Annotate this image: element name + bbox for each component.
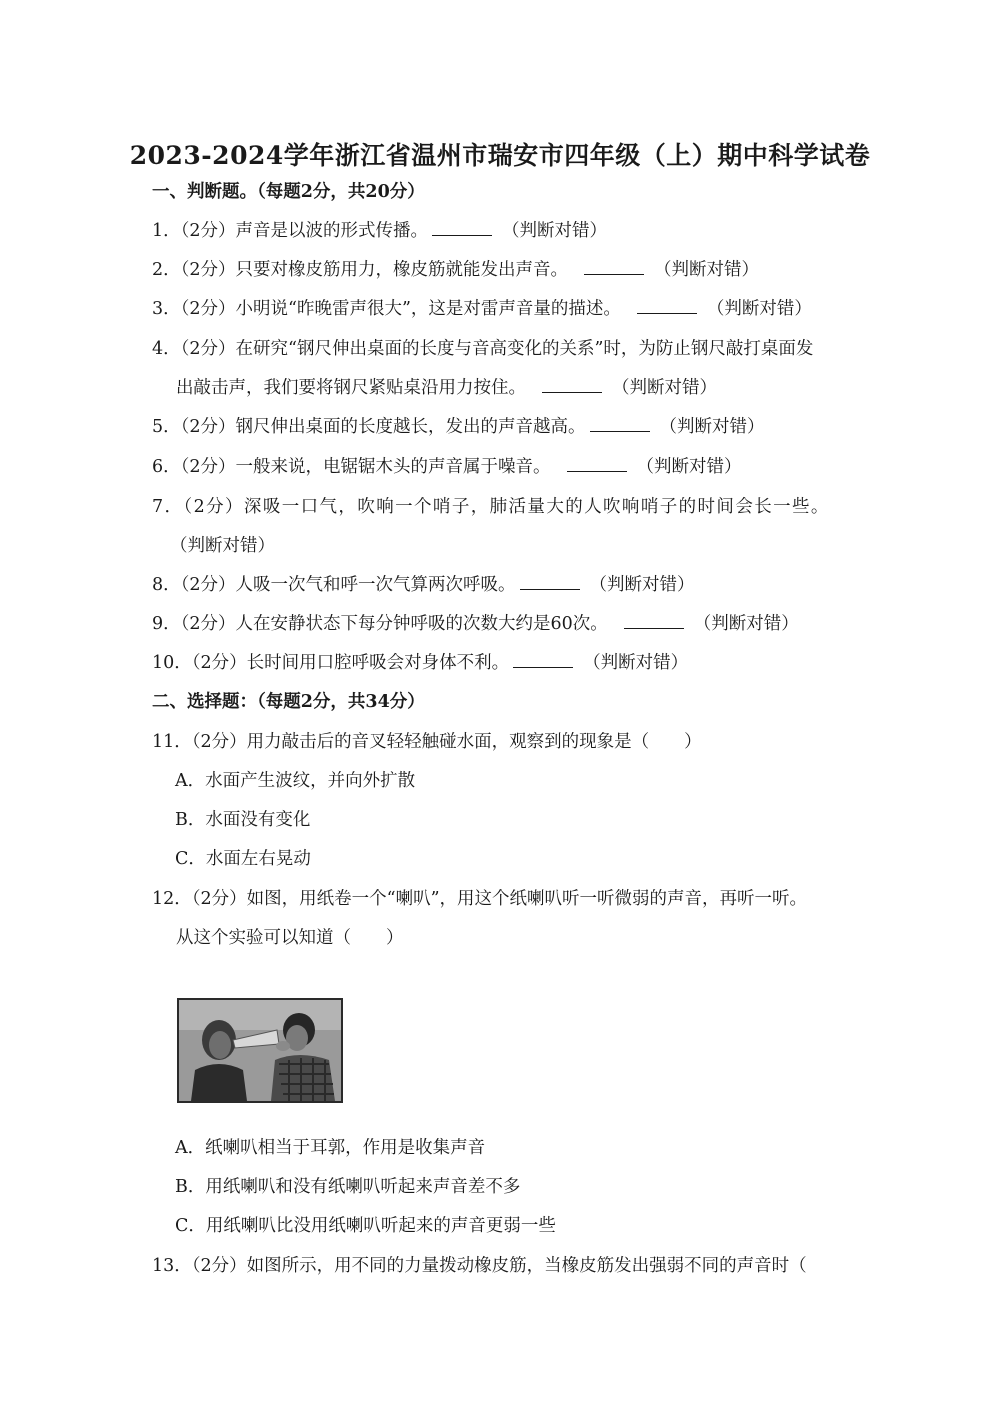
answer-blank[interactable]	[624, 612, 684, 629]
question-11-option-b[interactable]: B．水面没有变化	[175, 810, 311, 830]
question-4-text: 出敲击声，我们要将钢尺紧贴桌沿用力按住。	[176, 378, 526, 398]
answer-blank[interactable]	[590, 415, 650, 432]
answer-blank[interactable]	[567, 455, 627, 472]
question-7-line-1: 7．（2分）深吸一口气，吹响一个哨子，肺活量大的人吹响哨子的时间会长一些。	[152, 497, 830, 517]
question-12-line-2: 从这个实验可以知道（ ）	[176, 928, 404, 948]
answer-blank[interactable]	[520, 573, 580, 590]
question-1-text: 1．（2分）声音是以波的形式传播。	[152, 221, 429, 241]
question-9	[152, 612, 799, 636]
judge-label: （判断对错）	[583, 653, 689, 673]
question-11: 11．（2分）用力敲击后的音叉轻轻触碰水面，观察到的现象是（ ）	[152, 732, 702, 752]
question-2	[152, 258, 759, 282]
judge-label: （判断对错）	[654, 260, 760, 280]
question-1	[152, 219, 607, 243]
answer-blank[interactable]	[542, 376, 602, 393]
judge-label: （判断对错）	[693, 614, 799, 634]
judge-label: （判断对错）	[502, 221, 608, 241]
question-12-line-1: 12．（2分）如图，用纸卷一个“喇叭”，用这个纸喇叭听一听微弱的声音，再听一听。	[152, 889, 808, 909]
question-4-line-1: 4．（2分）在研究“钢尺伸出桌面的长度与音高变化的关系”时，为防止钢尺敲打桌面发	[152, 339, 814, 359]
question-7-line-2: （判断对错）	[170, 536, 275, 556]
question-8	[152, 573, 695, 597]
answer-blank[interactable]	[513, 651, 573, 668]
question-11-option-c[interactable]: C．水面左右晃动	[175, 849, 311, 869]
question-9-text: 9．（2分）人在安静状态下每分钟呼吸的次数大约是60次。	[152, 614, 608, 634]
question-5	[152, 415, 765, 439]
question-12-option-a[interactable]: A．纸喇叭相当于耳郭，作用是收集声音	[175, 1138, 486, 1158]
question-12-option-c[interactable]: C．用纸喇叭比没用纸喇叭听起来的声音更弱一些	[175, 1216, 556, 1236]
question-6	[152, 455, 742, 479]
question-3-text: 3．（2分）小明说“昨晚雷声很大”，这是对雷声音量的描述。	[152, 299, 621, 319]
answer-blank[interactable]	[432, 219, 492, 236]
question-10	[152, 651, 688, 675]
judge-label: （判断对错）	[706, 299, 812, 319]
question-11-option-a[interactable]: A．水面产生波纹，并向外扩散	[175, 771, 416, 791]
question-4-line-2	[176, 376, 717, 400]
judge-label: （判断对错）	[659, 417, 765, 437]
section-1-heading: 一、判断题。（每题2分，共20分）	[152, 182, 425, 202]
question-6-text: 6．（2分）一般来说，电锯锯木头的声音属于噪音。	[152, 457, 551, 477]
paper-horn-photo	[177, 998, 343, 1103]
judge-label: （判断对错）	[612, 378, 717, 398]
section-2-heading: 二、选择题：（每题2分，共34分）	[152, 692, 425, 712]
answer-blank[interactable]	[584, 258, 644, 275]
question-3	[152, 297, 812, 321]
question-13: 13．（2分）如图所示，用不同的力量拨动橡皮筋，当橡皮筋发出强弱不同的声音时（	[152, 1256, 807, 1276]
question-8-text: 8．（2分）人吸一次气和呼一次气算两次呼吸。	[152, 575, 516, 595]
judge-label: （判断对错）	[589, 575, 695, 595]
question-2-text: 2．（2分）只要对橡皮筋用力，橡皮筋就能发出声音。	[152, 260, 569, 280]
exam-title: 2023-2024学年浙江省温州市瑞安市四年级（上）期中科学试卷	[129, 141, 871, 170]
question-5-text: 5．（2分）钢尺伸出桌面的长度越长，发出的声音越高。	[152, 417, 586, 437]
question-10-text: 10．（2分）长时间用口腔呼吸会对身体不利。	[152, 653, 510, 673]
answer-blank[interactable]	[637, 297, 697, 314]
judge-label: （判断对错）	[636, 457, 742, 477]
question-12-option-b[interactable]: B．用纸喇叭和没有纸喇叭听起来声音差不多	[175, 1177, 521, 1197]
